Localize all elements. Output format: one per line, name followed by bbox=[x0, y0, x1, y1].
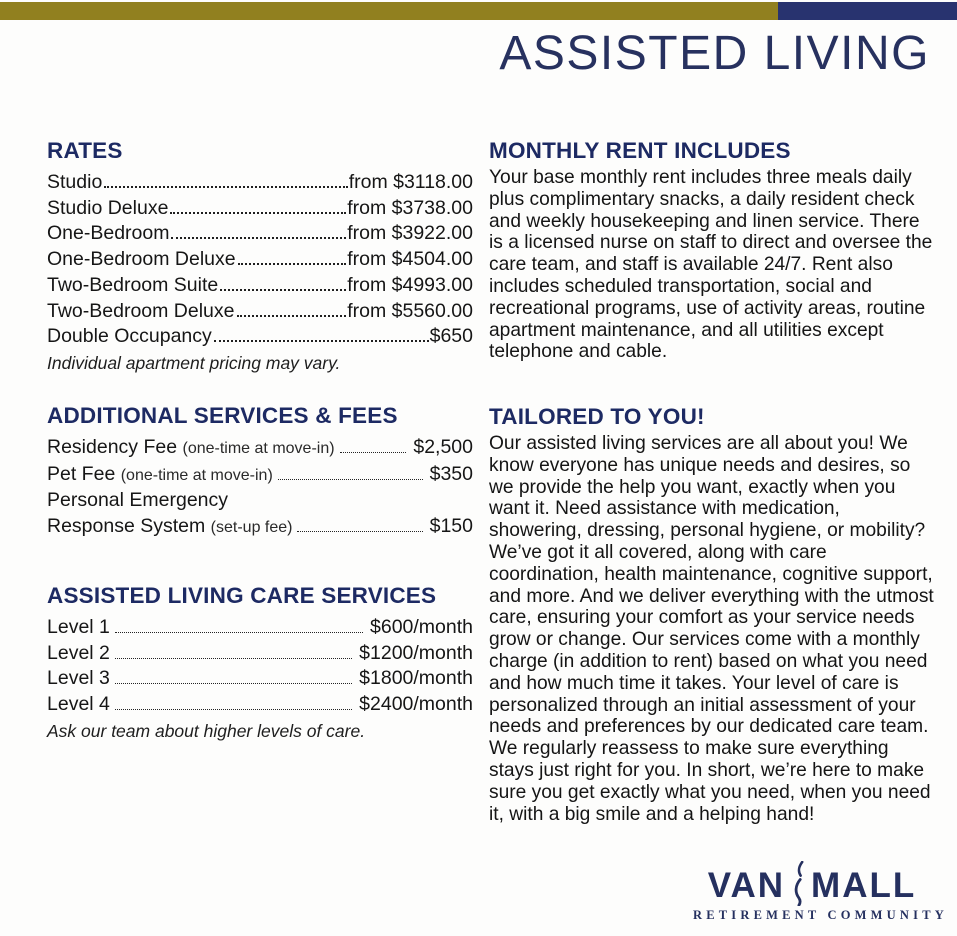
care-row-level-3 bbox=[47, 666, 473, 692]
rate-row-double-occupancy bbox=[47, 324, 473, 350]
dot-leader bbox=[115, 632, 363, 633]
fee-label-sub: (one-time at move-in) bbox=[182, 440, 335, 457]
dot-leader bbox=[237, 315, 347, 317]
fee-label-main: Personal Emergency bbox=[47, 489, 229, 512]
monthly-rent-heading: MONTHLY RENT INCLUDES bbox=[489, 138, 791, 163]
dot-leader bbox=[220, 289, 346, 291]
logo-wordmark bbox=[693, 865, 931, 906]
dot-leader bbox=[340, 452, 407, 453]
fee-value: $350 bbox=[429, 462, 473, 485]
care-row-level-2 bbox=[47, 641, 473, 667]
dot-leader bbox=[115, 709, 352, 710]
rate-row-studio bbox=[47, 170, 473, 196]
additional-services-section bbox=[47, 403, 473, 541]
care-services-section bbox=[47, 583, 473, 743]
rates-note: Individual apartment pricing may vary. bbox=[47, 352, 341, 373]
care-label: Level 1 bbox=[47, 616, 110, 638]
rate-value: from $4504.00 bbox=[347, 248, 473, 271]
dot-leader bbox=[170, 212, 346, 214]
tailored-section bbox=[489, 404, 934, 825]
fee-label-sub: (set-up fee) bbox=[210, 519, 293, 537]
fee-row-response-system bbox=[47, 514, 473, 541]
dot-leader bbox=[297, 531, 422, 532]
dot-leader bbox=[238, 263, 347, 265]
monthly-rent-section bbox=[489, 138, 934, 363]
rate-label: One-Bedroom bbox=[47, 222, 170, 245]
rate-label: Two-Bedroom Deluxe bbox=[47, 299, 235, 322]
fee-row-personal-emergency bbox=[47, 488, 473, 514]
rate-label: Studio bbox=[47, 171, 103, 193]
rate-label: Studio Deluxe bbox=[47, 196, 169, 219]
rate-row-studio-deluxe bbox=[47, 196, 473, 222]
care-label: Level 2 bbox=[47, 641, 110, 664]
care-note: Ask our team about higher levels of care. bbox=[47, 720, 366, 741]
additional-services-heading: ADDITIONAL SERVICES & FEES bbox=[47, 403, 398, 428]
dot-leader bbox=[115, 683, 352, 684]
rate-label: Two-Bedroom Suite bbox=[47, 273, 219, 296]
rate-value: $650 bbox=[429, 325, 473, 348]
care-services-heading: ASSISTED LIVING CARE SERVICES bbox=[47, 583, 437, 608]
rate-value: from $4993.00 bbox=[347, 273, 473, 296]
tailored-body: Our assisted living services are all about you! We know everyone has unique needs and desires, so we provide the help you want, exactly when you want it. Need assistance with medication, showering, dressing, personal hygiene, or mobility? We’ve got it all covered, along with care coordination, health maintenance, cognitive support, and more. And we deliver everything with the utmost care, ensuring your comfort as your service needs grow or change. Our services come with a monthly charge (in addition to rent) based on what you need and how much time it takes. Your level of care is personalized through an initial assessment of your needs and preferences by our dedicated care team. We regularly reassess to make sure everything stays just right for you. In short, we’re here to make sure you get exactly what you need, when you need it, with a big smile and a helping hand! bbox=[489, 433, 934, 825]
fee-row-residency bbox=[47, 435, 473, 462]
care-value: $1200/month bbox=[359, 641, 473, 664]
fee-label-sub: (one-time at move-in) bbox=[120, 466, 273, 484]
care-row-level-4 bbox=[47, 692, 473, 718]
rate-row-two-bedroom-deluxe bbox=[47, 299, 473, 325]
fee-label bbox=[47, 488, 228, 514]
rate-value: from $3738.00 bbox=[347, 196, 473, 219]
care-label: Level 4 bbox=[47, 693, 110, 716]
logo-mall-text: MALL bbox=[811, 865, 917, 905]
gold-bar-segment bbox=[0, 2, 778, 20]
care-row-level-1 bbox=[47, 615, 473, 641]
fee-label-main: Pet Fee bbox=[47, 462, 116, 485]
dot-leader bbox=[104, 186, 347, 188]
rates-heading: RATES bbox=[47, 138, 123, 163]
monthly-rent-body: Your base monthly rent includes three meals daily plus complimentary snacks, a daily resident check and weekly housekeeping and linen service. There is a licensed nurse on staff to direct and oversee the care team, and staff is available 24/7. Rent also includes scheduled transportation, social and recreational programs, use of activity areas, routine apartment maintenance, and all utilities except telephone and cable. bbox=[489, 167, 933, 363]
fee-label bbox=[47, 514, 292, 541]
rate-value: from $5560.00 bbox=[347, 299, 473, 322]
fee-label bbox=[47, 435, 335, 462]
logo-tagline: RETIREMENT COMMUNITY bbox=[693, 908, 948, 922]
rate-label: One-Bedroom Deluxe bbox=[47, 248, 236, 271]
dot-leader bbox=[171, 237, 346, 239]
rate-value: from $3922.00 bbox=[347, 222, 473, 245]
fee-label bbox=[47, 462, 273, 489]
flame-swoosh-icon bbox=[790, 861, 806, 906]
fee-value: $150 bbox=[429, 515, 473, 538]
rate-row-one-bedroom-deluxe bbox=[47, 247, 473, 273]
care-value: $2400/month bbox=[359, 693, 473, 716]
rate-row-two-bedroom-suite bbox=[47, 273, 473, 299]
rate-label: Double Occupancy bbox=[47, 325, 212, 348]
dot-leader bbox=[278, 479, 423, 480]
dot-leader bbox=[115, 658, 352, 659]
dot-leader bbox=[214, 340, 429, 342]
care-value: $600/month bbox=[370, 616, 473, 638]
vanmall-logo bbox=[693, 865, 948, 923]
fee-label-main: Residency Fee bbox=[47, 436, 178, 458]
tailored-heading: TAILORED TO YOU! bbox=[489, 404, 705, 429]
page-title: ASSISTED LIVING bbox=[499, 27, 930, 80]
care-label: Level 3 bbox=[47, 667, 110, 690]
care-value: $1800/month bbox=[359, 667, 473, 690]
top-accent-bar bbox=[0, 2, 957, 20]
rate-row-one-bedroom bbox=[47, 221, 473, 247]
fee-label-main: Response System bbox=[47, 515, 206, 538]
fee-value: $2,500 bbox=[413, 436, 473, 458]
rates-section bbox=[47, 138, 473, 375]
rate-value: from $3118.00 bbox=[348, 171, 473, 193]
fee-row-pet bbox=[47, 462, 473, 489]
navy-bar-segment bbox=[778, 2, 957, 20]
logo-van-text: VAN bbox=[707, 865, 786, 905]
